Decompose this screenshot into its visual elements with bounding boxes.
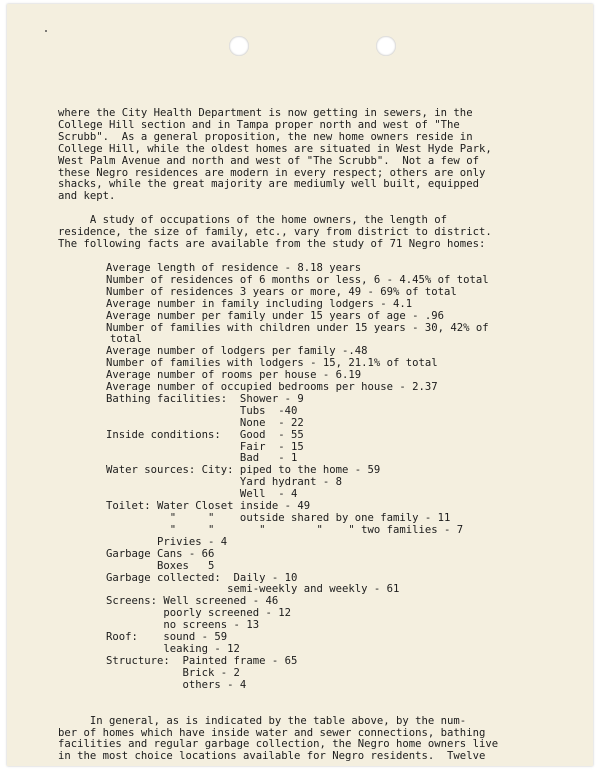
fact-line: Privies - 4: [106, 535, 228, 548]
fact-line: Structure: Painted frame - 65: [106, 654, 298, 667]
text-line: A study of occupations of the home owners, the length of: [58, 214, 448, 227]
fact-line: Boxes 5: [106, 559, 215, 572]
text-line: ber of homes which have inside water and sewer connections, bathing: [58, 726, 486, 739]
fact-line: Average number in family including lodgers - 4.1: [106, 297, 413, 310]
fact-line: Number of families with lodgers - 15, 21.1% of total: [106, 357, 438, 370]
paragraph-conclusion: [58, 716, 568, 764]
fact-line: Number of families with children under 15 years - 30, 42% of: [106, 321, 489, 334]
fact-line: Yard hydrant - 8: [106, 476, 342, 489]
text-line: residence, the size of family, etc., vary from district to district.: [58, 226, 492, 239]
paragraph-study: [58, 215, 568, 251]
text-line: facilities and regular garbage collection, the Negro home owners live: [58, 738, 499, 751]
text-line: The following facts are available from the study of 71 Negro homes:: [58, 238, 486, 251]
text-line: College Hill, while the oldest homes are situated in West Hyde Park,: [58, 142, 492, 155]
fact-line: Garbage Cans - 66: [106, 547, 215, 560]
text-line: shacks, while the great majority are mediumly well built, equipped: [58, 178, 479, 191]
fact-line: Average number of rooms per house - 6.19: [106, 369, 362, 382]
fact-line: semi-weekly and weekly - 61: [106, 583, 400, 596]
fact-line: Garbage collected: Daily - 10: [106, 571, 298, 584]
document-body: [58, 108, 568, 763]
punch-hole-left: [229, 36, 249, 56]
fact-line: None - 22: [106, 416, 304, 429]
fact-line: Water sources: City: piped to the home - 59: [106, 464, 381, 477]
fact-line: Tubs -40: [106, 404, 298, 417]
ink-speck: [45, 30, 47, 32]
text-line: In general, as is indicated by the table above, by the num-: [58, 714, 467, 727]
fact-line: Screens: Well screened - 46: [106, 595, 279, 608]
text-line: College Hill section and in Tampa proper north and west of "The: [58, 118, 460, 131]
fact-line: poorly screened - 12: [106, 607, 291, 620]
fact-line: total: [110, 333, 142, 346]
fact-line: Number of residences of 6 months or less, 6 - 4.45% of total: [106, 273, 489, 286]
fact-line: Well - 4: [106, 488, 298, 501]
fact-line: Average length of residence - 8.18 years: [106, 261, 362, 274]
fact-line: Roof: sound - 59: [106, 631, 228, 644]
fact-line: Average number of lodgers per family -.48: [106, 345, 368, 358]
text-line: these Negro residences are modern in every respect; others are only: [58, 166, 486, 179]
text-line: where the City Health Department is now getting in sewers, in the: [58, 107, 473, 119]
fact-line: Fair - 15: [106, 440, 304, 453]
text-line: West Palm Avenue and north and west of "The Scrubb". Not a few of: [58, 154, 479, 167]
text-line: and kept.: [58, 190, 116, 203]
list-spacer: [58, 692, 568, 704]
fact-line: Toilet: Water Closet inside - 49: [106, 500, 311, 513]
fact-line: others - 4: [106, 678, 247, 691]
punch-hole-right: [376, 36, 396, 56]
fact-line: " " outside shared by one family - 11: [106, 512, 451, 524]
fact-line: Average number of occupied bedrooms per house - 2.37: [106, 381, 438, 394]
fact-line: Average number per family under 15 years of age - .96: [106, 309, 445, 322]
fact-line: " " " " " two families - 7: [106, 523, 464, 536]
text-line: Scrubb". As a general proposition, the new home owners reside in: [58, 130, 473, 143]
fact-line: Brick - 2: [106, 666, 240, 679]
fact-line: Bathing facilities: Shower - 9: [106, 392, 304, 405]
fact-line: leaking - 12: [106, 642, 240, 655]
list-spacer: [58, 704, 568, 716]
paragraph-sewers: [58, 108, 568, 203]
fact-line: no screens - 13: [106, 619, 260, 632]
fact-line: Bad - 1: [106, 452, 298, 465]
fact-line: Number of residences 3 years or more, 49 - 69% of total: [106, 285, 457, 298]
text-line: in the most choice locations available for Negro residents. Twelve: [58, 750, 486, 763]
fact-line: Inside conditions: Good - 55: [106, 428, 304, 441]
facts-list: [58, 263, 568, 692]
